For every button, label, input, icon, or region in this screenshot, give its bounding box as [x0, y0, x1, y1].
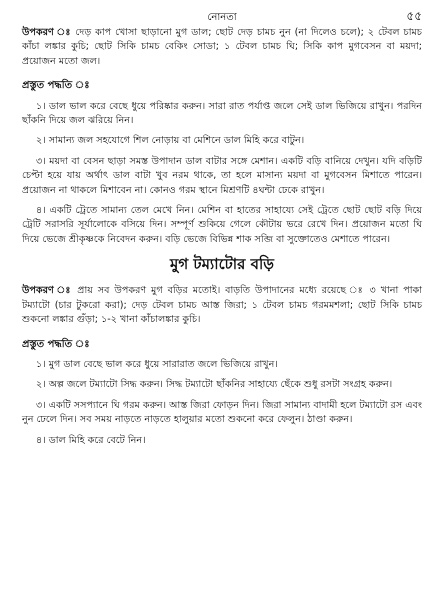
- ingredients-paragraph: [22, 26, 422, 69]
- method-step: ৪। একটি ট্রেতে সামান্য তেল মেখে নিন। মেশিন বা হাতের সাহায্যে সেই ট্রেতে ছোট ছোট বড়ি দিয়ে ট্রেটি সরাসরি সূর্যালোকে বসিয়ে দিন। সম্পূর্ণ শুকিয়ে গেলে কৌটায় ভরে রেখে দিন। প্রয়োজন মতো ঘি দিয়ে ভেজে শ্রীকৃষ্ণকে নিবেদন করুন। বড়ি ভেজে বিভিন্ন শাক সব্জি বা সুক্তোতেও মেশাতে পারেন।: [22, 205, 422, 245]
- method-step: ১। ডাল ভাল করে বেছে ধুয়ে পরিষ্কার করুন। সারা রাত পর্যাপ্ত জলে সেই ডাল ভিজিয়ে রাখুন। পরদিন ছাঁকনি দিয়ে জল ঝরিয়ে নিন।: [22, 100, 422, 127]
- ingredients-label: উপকরণ ঃ: [22, 27, 72, 38]
- method-step: ৩। একটি সসপ্যানে ঘি গরম করুন। আস্ত জিরা ফোড়ন দিন। জিরা সামান্য বাদামী হলে টম্যাটো রস এবং নুন ঢেলে দিন। সব সময় নাড়তে নাড়তে হালুয়ার মতো শুকনো করে ফেলুন। ঠাণ্ডা করুন।: [22, 399, 422, 426]
- ingredients-label: উপকরণ ঃ: [22, 285, 73, 297]
- page-number: ৫৫: [406, 9, 422, 23]
- ingredients-paragraph: [22, 284, 422, 327]
- method-step: ৪। ডাল মিহি করে বেটে নিন।: [36, 434, 146, 446]
- recipe-moong-bori: [22, 26, 422, 247]
- method-step: ২। সামান্য জল সহযোগে শিল নোড়ায় বা মেশিনে ডাল মিহি করে বাটুন।: [36, 135, 305, 147]
- section-title: মুগ টম্যাটোর বড়ি: [170, 255, 274, 274]
- recipe-moong-tomato-bori: [22, 253, 422, 448]
- method-step: ৩। ময়দা বা বেসন ছাড়া সমস্ত উপাদান ডাল বাটার সঙ্গে মেশান। একটি বড়ি বানিয়ে দেখুন। যদি বড়িটি চেপ্টা হয়ে যায় অর্থাৎ ডাল বাটা খুব নরম থাকে, তা হলে মাসান্য ময়দা বা মুগবেসন মিশাতে পারেন। প্রয়োজন না থাকলে মিশাবেন না। কোনও গরম স্থানে মিশ্রণটি ৪ঘন্টা ঢেকে রাখুন।: [22, 155, 422, 196]
- ingredients-text: দেড় কাপ খোসা ছাড়ানো মুগ ডাল; ছোট দেড় চামচ নুন (না দিলেও চলে); ২ টেবল চামচ কাঁচা লঙ্কার কুচি; ছোট সিকি চামচ বেকিং সোডা; ১ টেবল চামচ ঘি; সিকি কাপ মুগবেসন বা ময়দা; প্রয়োজন মতো জল।: [22, 27, 422, 67]
- method-heading: প্রস্তুত পদ্ধতি ঃ: [22, 80, 90, 92]
- method-heading: প্রস্তুত পদ্ধতি ঃ: [22, 338, 90, 350]
- running-title: নোনতা: [207, 12, 237, 23]
- ingredients-text: প্রায় সব উপকরণ মুগ বড়ির মতোই। বাড়তি উপাদানের মধ্যে রয়েছে ঃ ৩ খানা পাকা টম্যাটো (চার টুকরো করা); দেড় টেবল চামচ আস্ত জিরা; ১ টেবল চামচ গরমমশলা; ছোট সিকি চামচ শুকনো লঙ্কার গুঁড়া; ১-২ খানা কাঁচালঙ্কার কুচি।: [22, 285, 422, 326]
- method-step: ২। অল্প জলে টম্যাটো সিদ্ধ করুন। সিদ্ধ টম্যাটো ছাঁকনির সাহায্যে ছেঁকে শুধু রসটা সংগ্রহ করুন।: [36, 379, 393, 391]
- book-page: [22, 6, 422, 454]
- method-step: ১। মুগ ডাল বেছে ভাল করে ধুয়ে সারারাত জলে ভিজিয়ে রাখুন।: [36, 358, 278, 370]
- page-header: [22, 6, 422, 26]
